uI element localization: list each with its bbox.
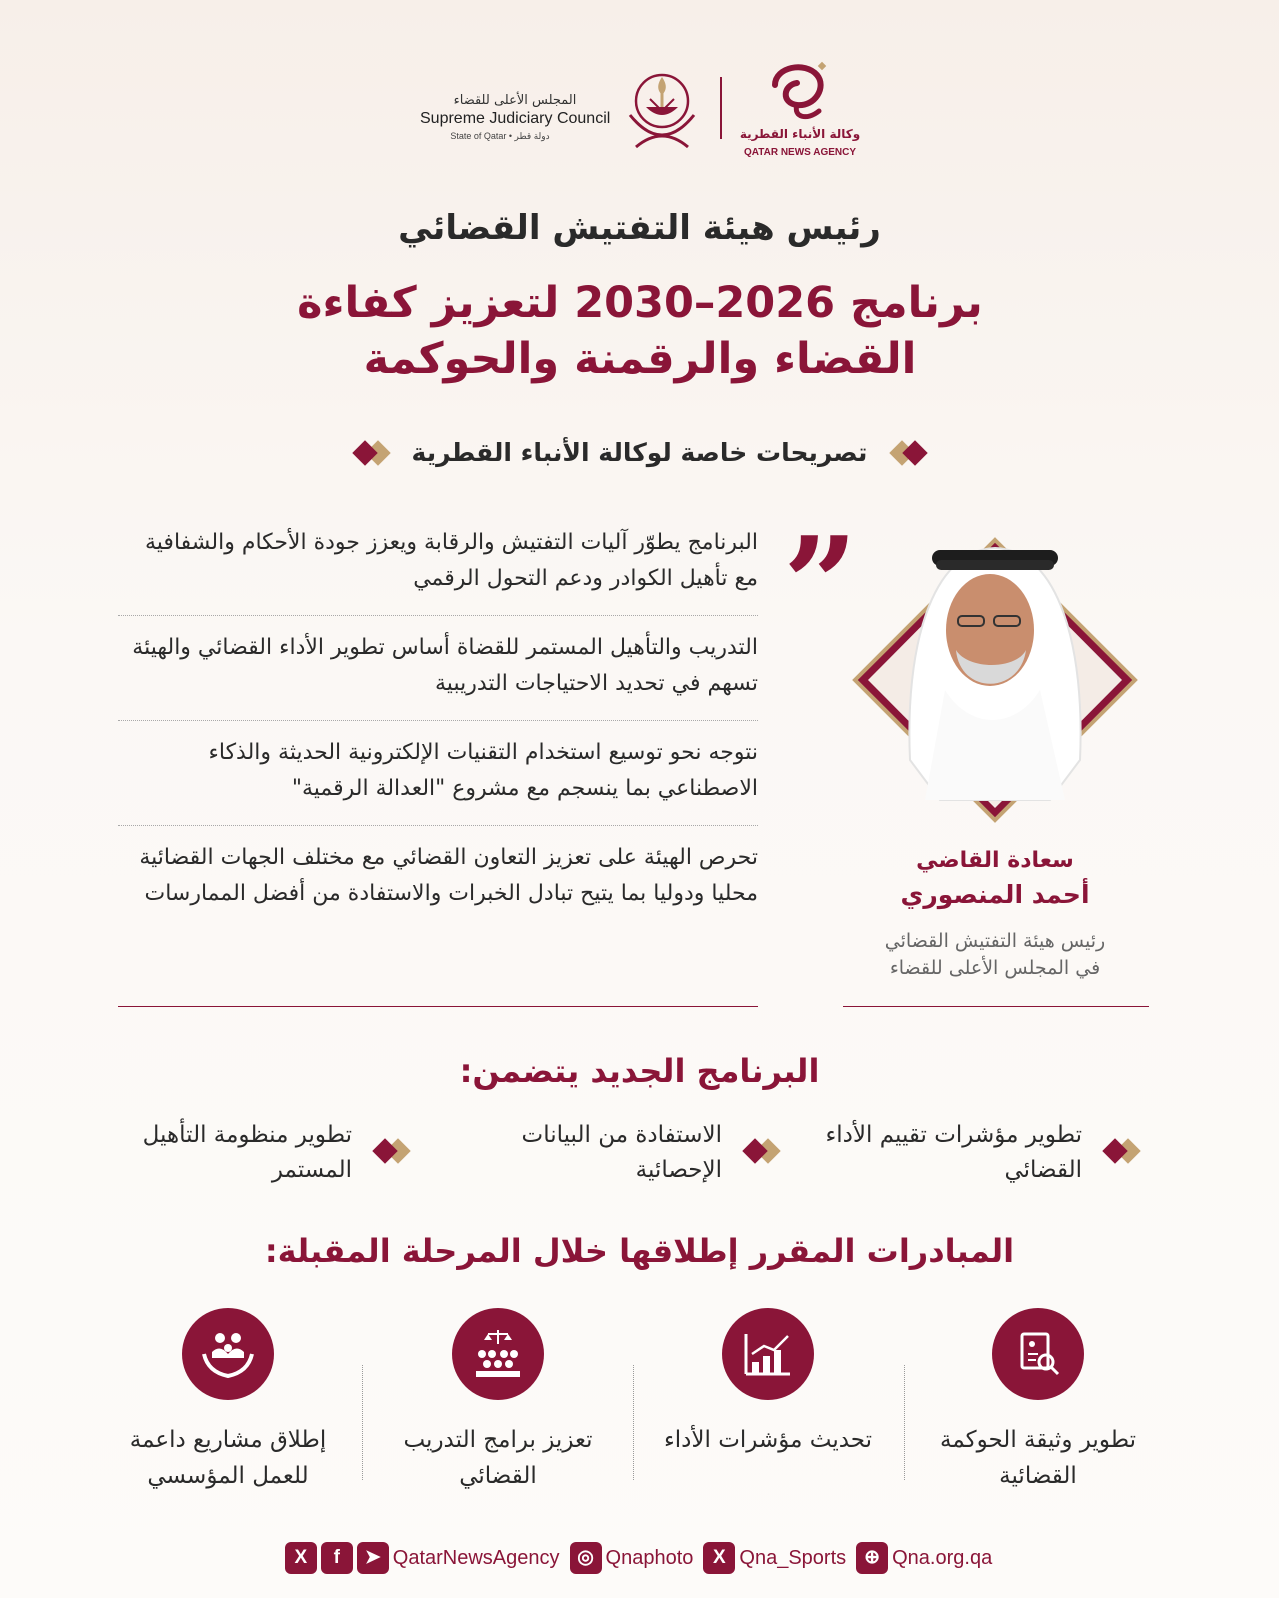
quote-separator	[118, 615, 758, 616]
initiative-separator	[904, 1365, 905, 1480]
telegram-icon[interactable]: ➤	[357, 1542, 389, 1574]
quotes-list	[118, 525, 758, 926]
diamond-bullet-icon	[372, 1138, 410, 1164]
facebook-icon[interactable]: f	[321, 1542, 353, 1574]
quote-mark-icon: ”	[783, 508, 858, 661]
special-statements-text: تصريحات خاصة لوكالة الأنباء القطرية	[411, 438, 868, 467]
includes-title: البرنامج الجديد يتضمن:	[459, 1052, 820, 1090]
quote-item: البرنامج يطوّر آليات التفتيش والرقابة ويعزز جودة الأحكام والشفافية مع تأهيل الكوادر ودعم التحول الرقمي	[145, 530, 758, 591]
logo-bar	[0, 55, 1279, 165]
initiative-label: تطوير وثيقة الحوكمة القضائية	[940, 1427, 1136, 1489]
qna-mark-icon	[735, 55, 865, 127]
initiative-separator	[633, 1365, 634, 1480]
page-title-line-1: برنامج 2026–2030 لتعزيز كفاءة	[297, 278, 983, 328]
sports-handle-link[interactable]: Qna_Sports	[739, 1546, 847, 1569]
quote-item: التدريب والتأهيل المستمر للقضاة أساس تطوير الأداء القضائي والهيئة تسهم في تحديد الاحتياجات التدريبية	[132, 635, 758, 696]
bar-chart-icon	[722, 1308, 814, 1400]
qatar-emblem-icon	[622, 65, 702, 155]
special-statements-banner	[0, 438, 1279, 478]
diamond-bullet-icon	[742, 1138, 780, 1164]
diamond-right-icon	[889, 440, 927, 466]
quote-separator	[118, 720, 758, 721]
initiative-separator	[362, 1365, 363, 1480]
instagram-icon[interactable]: ◎	[570, 1542, 602, 1574]
initiative-item	[373, 1308, 623, 1488]
initiative-item	[913, 1308, 1163, 1488]
website-link[interactable]: Qna.org.qa	[892, 1546, 993, 1569]
globe-icon[interactable]: ⊕	[856, 1542, 888, 1574]
logo-divider	[720, 77, 722, 139]
quotes-bottom-rule	[118, 1006, 758, 1007]
includes-item	[440, 1118, 780, 1198]
page-title	[140, 275, 1140, 387]
page-title-line-2: القضاء والرقمنة والحوكمة	[363, 334, 917, 384]
x-icon[interactable]: X	[285, 1542, 317, 1574]
initiative-item	[103, 1308, 353, 1488]
person-position	[845, 928, 1145, 982]
includes-item	[800, 1118, 1140, 1198]
document-search-icon	[992, 1308, 1084, 1400]
initiatives-title: المبادرات المقرر إطلاقها خلال المرحلة المقبلة:	[264, 1232, 1015, 1270]
sjc-arabic-name: المجلس الأعلى للقضاء	[453, 93, 577, 108]
diamond-left-icon	[352, 440, 390, 466]
training-scales-icon	[452, 1308, 544, 1400]
photo-handle-link[interactable]: Qnaphoto	[605, 1546, 694, 1569]
initiative-label: إطلاق مشاريع داعمة للعمل المؤسسي	[129, 1427, 327, 1489]
initiative-label: تحديث مؤشرات الأداء	[663, 1427, 873, 1453]
includes-item-text: الاستفادة من البيانات الإحصائية	[521, 1122, 722, 1183]
includes-item-text: تطوير مؤشرات تقييم الأداء القضائي	[825, 1122, 1082, 1183]
quote-item: تحرص الهيئة على تعزيز التعاون القضائي مع مختلف الجهات القضائية محليا ودوليا بما يتيح تبادل الخبرات والاستفادة من أفضل الممارسات	[139, 845, 758, 906]
qna-english-name: QATAR NEWS AGENCY	[743, 147, 857, 158]
page-subtitle: رئيس هيئة التفتيش القضائي	[398, 208, 881, 248]
sjc-english-name: Supreme Judiciary Council	[420, 110, 611, 127]
quote-separator	[118, 825, 758, 826]
person-position-line-1: رئيس هيئة التفتيش القضائي	[884, 930, 1106, 952]
diamond-bullet-icon	[1102, 1138, 1140, 1164]
sjc-state: State of Qatar • دولة قطر	[450, 131, 550, 141]
initiative-label: تعزيز برامج التدريب القضائي	[403, 1427, 593, 1489]
quote-item: نتوجه نحو توسيع استخدام التقنيات الإلكترونية الحديثة والذكاء الاصطناعي بما ينسجم مع مشروع "العدالة الرقمية"	[208, 740, 758, 801]
social-footer	[0, 1542, 1279, 1582]
portrait-photo	[850, 530, 1140, 830]
person-name: أحمد المنصوري	[900, 880, 1090, 909]
includes-item	[70, 1118, 410, 1198]
initiative-item	[643, 1308, 893, 1488]
qna-logo	[735, 55, 865, 165]
sjc-logo-text	[420, 93, 620, 142]
includes-item-text: تطوير منظومة التأهيل المستمر	[142, 1122, 352, 1183]
community-hands-icon	[182, 1308, 274, 1400]
person-position-line-2: في المجلس الأعلى للقضاء	[889, 957, 1101, 979]
qna-handle-link[interactable]: QatarNewsAgency	[392, 1546, 560, 1569]
person-bottom-rule	[843, 1006, 1149, 1007]
x-icon[interactable]: X	[703, 1542, 735, 1574]
qna-arabic-name: وكالة الأنباء القطرية	[739, 127, 861, 141]
person-honorific: سعادة القاضي	[916, 848, 1074, 873]
